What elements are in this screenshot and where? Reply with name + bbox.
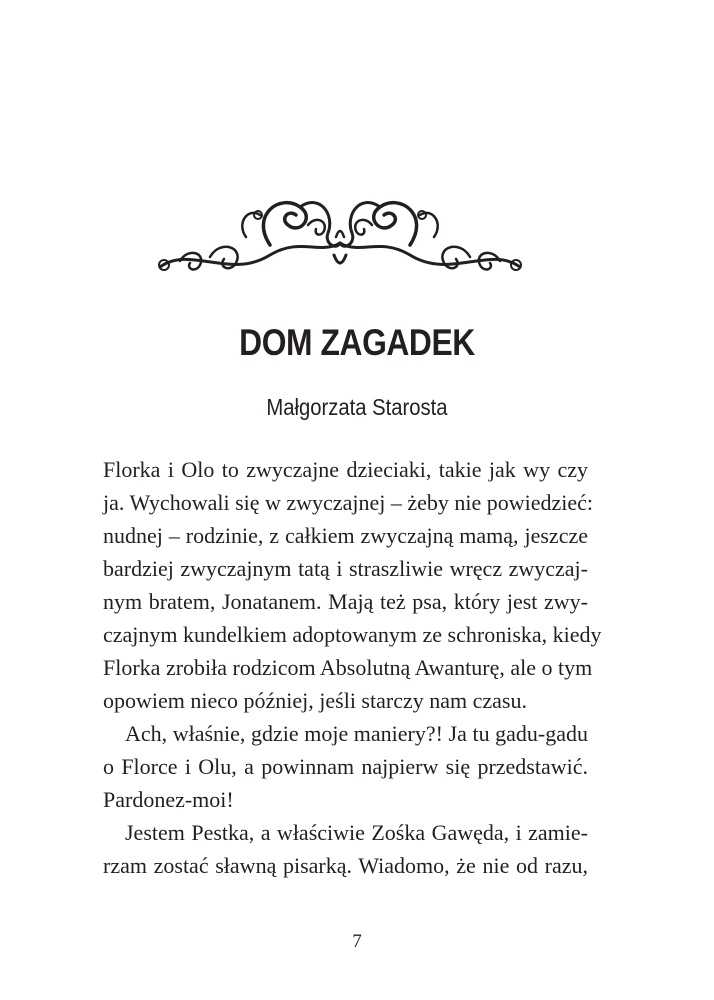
chapter-title: DOM ZAGADEK <box>239 322 475 363</box>
text-line: ja. Wychowali się w zwyczajnej – żeby nie powiedzieć: <box>103 490 594 515</box>
text-line: opowiem nieco później, jeśli starczy nam czasu. <box>103 688 527 713</box>
text-line: czajnym kundelkiem adoptowanym ze schroniska, kiedy <box>103 622 602 647</box>
text-line: nudnej – rodzinie, z całkiem zwyczajną mamą, jeszcze <box>103 523 588 548</box>
text-line: bardziej zwyczajnym tatą i straszliwie wręcz zwyczaj- <box>103 556 588 581</box>
text-line: Jestem Pestka, a właściwie Zośka Gawęda, i zamie- <box>125 820 588 845</box>
author-name: Małgorzata Starosta <box>266 394 448 420</box>
text-line: nym bratem, Jonatanem. Mają też psa, który jest zwy- <box>103 589 588 614</box>
text-line: Florka i Olo to zwyczajne dzieciaki, takie jak wy czy <box>103 457 588 482</box>
text-line: Pardonez-moi! <box>103 787 234 812</box>
text-line: rzam zostać sławną pisarką. Wiadomo, że nie od razu, <box>103 853 588 878</box>
decorative-flourish-icon <box>150 185 530 285</box>
page-number: 7 <box>352 931 362 952</box>
text-line: Ach, właśnie, gdzie moje maniery?! Ja tu gadu-gadu <box>125 721 588 746</box>
body-text <box>103 453 602 882</box>
text-line: Florka zrobiła rodzicom Absolutną Awanturę, ale o tym <box>103 655 593 680</box>
text-line: o Florce i Olu, a powinnam najpierw się przedstawić. <box>103 754 588 779</box>
